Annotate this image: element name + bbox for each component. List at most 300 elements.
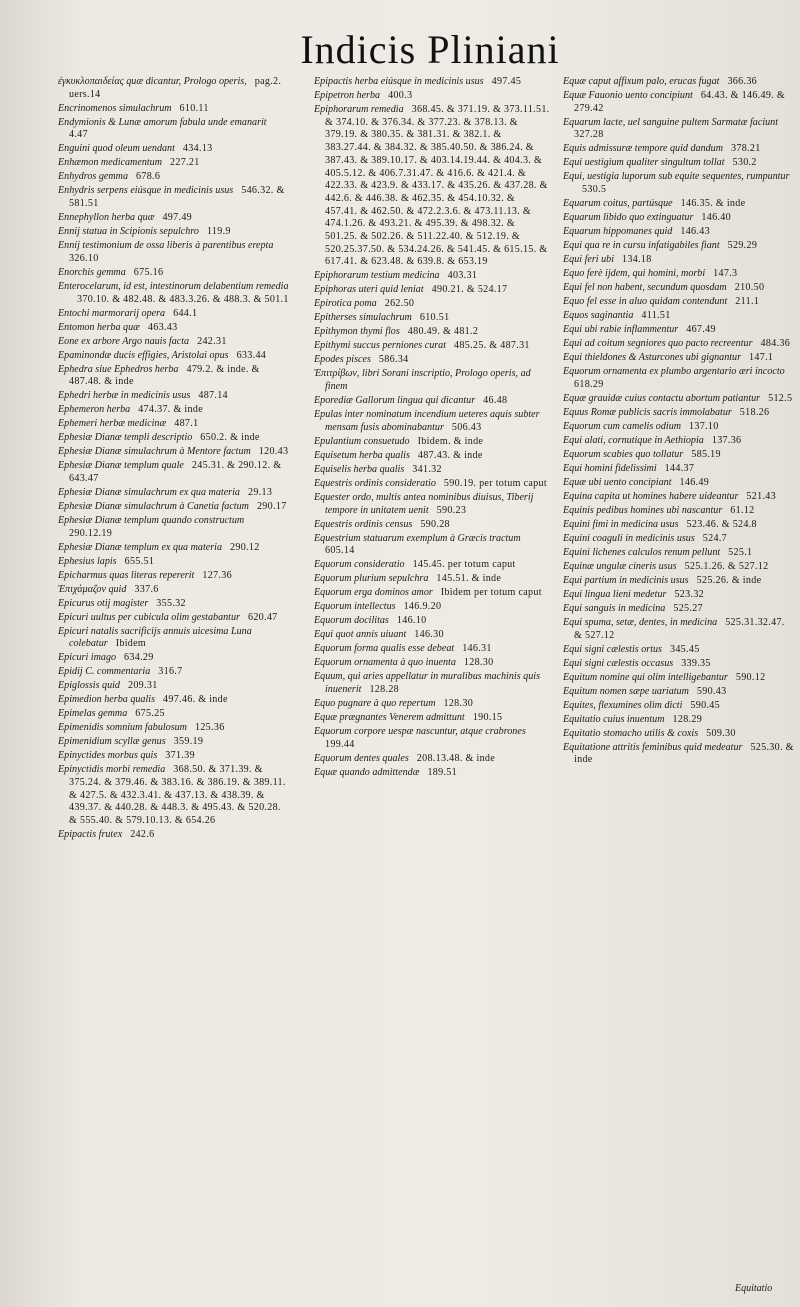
entry-reference: 506.43 [451,421,482,433]
entry-text: Equestris ordinis census [314,518,413,530]
index-entry [314,629,550,642]
index-entry [58,267,291,280]
index-entry [58,185,291,210]
index-entry [58,103,291,116]
index-entry [314,767,550,780]
entry-reference: 485.25. & 487.31 [454,340,530,352]
entry-reference: 145.51. & inde [436,573,502,585]
entry-text: Ephesiæ Dianæ simulachrum ex qua materia [58,486,240,498]
entry-text: Epipetron herba [314,90,381,101]
index-entry [314,340,550,353]
entry-text: Equo fel esse in aluo quidam contendunt [563,296,728,308]
entry-text: Ephesiæ Dianæ simulachrum à Canetia factum [58,500,249,512]
entry-text: Epinyctides morbus quis [58,750,158,762]
entry-reference: 144.37 [664,462,695,474]
entry-reference: 370.10. & 482.48. & 483.3.26. & 488.3. & 501.1 [77,293,289,305]
index-entry [563,519,795,532]
index-entry [314,753,550,766]
index-entry [58,446,291,459]
index-entry [58,404,291,417]
entry-text: Equorum corpore uespæ nascuntur, atque crabrones [314,725,526,737]
entry-text: Encrinomenos simulachrum [58,102,172,114]
index-entry [563,617,795,642]
entry-text: Epicharmus quas literas repererit [58,569,195,581]
entry-text: Equæ grauidæ cuius contactu abortum patiantur [563,392,761,404]
index-entry [314,436,550,449]
entry-text: Equi sanguis in medicina [563,602,666,614]
index-entry [58,501,291,514]
entry-text: Equorum dentes quales [314,752,409,764]
entry-text: Epimelas gemma [58,708,128,720]
entry-reference: 610.51 [419,312,450,324]
entry-text: Ennephyllon herba quæ [58,212,155,224]
entry-reference: 618.29 [574,378,604,390]
index-entry [563,310,795,323]
entry-text: Equarum hippomanes quid [563,226,673,238]
entry-text: Equitatione attritis feminibus quid medeatur [563,741,743,753]
index-entry [314,492,550,517]
index-column-3 [563,76,795,768]
index-entry [58,764,291,828]
index-entry [314,615,550,628]
entry-reference: 146.10 [396,615,427,627]
index-entry [563,143,795,156]
index-entry [563,463,795,476]
entry-reference: 368.45. & 371.19. & 373.11.51. & 374.10. & 376.34. & 377.23. & 378.13. & 379.19. & 380.35. & 381.31. & 382.1. & 383.27.44. & 384.32. & 385.40.50. & 386.24. & 387.43. & 389.10.17. & 403.14.19.44. & 404.3. & 405.5.12. & 406.7.31.47. & 416.6. & 421.4. & 422.33. & 423.9. & 433.17. & 435.26. & 437.28. & 442.6. & 446.38. & 462.35. & 454.10.32. & 457.41. & 462.50. & 472.2.3.6. & 473.11.13. & 474.1.26. & 493.21. & 495.39. & 498.32. & 501.25. & 502.26. & 511.22.40. & 512.19. & 520.25.37.50. & 534.24.26. & 541.45. & 615.15. & 617.41. & 623.48. & 639.8. & 653.19 [325,104,550,268]
entry-text: Equestrium statuarum exemplum à Græcis tractum [314,532,521,544]
entry-reference: 530.5 [582,184,607,196]
entry-reference: 590.12 [735,671,766,683]
entry-reference: 137.10 [689,420,719,432]
index-entry [314,76,550,89]
index-entry [314,395,550,408]
entry-text: Equi partium in medicinis usus [563,574,689,586]
index-entry [58,556,291,569]
entry-text: Epithymi succus perniones curat [314,340,447,352]
entry-reference: Ibidem per totum caput [440,587,542,599]
entry-text: Equarum libido quo extinguatur [563,212,694,224]
entry-reference: 463.43 [147,321,178,333]
index-entry [563,533,795,546]
index-entry [563,658,795,671]
entry-reference: 523.32 [674,588,705,600]
index-entry [563,686,795,699]
entry-reference: 316.7 [158,666,183,678]
entry-text: Equorum erga dominos amor [314,587,433,599]
entry-reference: 525.26. & inde [696,574,762,586]
entry-text: Equæ Fauonio uento concipiunt [563,90,693,101]
entry-text: Equorum ornamenta à quo inuenta [314,657,456,669]
entry-reference: 371.39 [165,750,195,762]
entry-text: Epodes pisces [314,354,371,366]
entry-text: Equus Romæ publicis sacris immolabatur [563,406,732,418]
entry-text: Equorum cum camelis odium [563,420,682,432]
entry-text: Epiphorarum testium medicina [314,270,440,282]
index-entry [314,326,550,339]
entry-reference: 525.1 [728,546,753,558]
entry-reference: 546.32. & 581.51 [69,185,285,210]
entry-reference: 585.19 [691,448,721,460]
index-entry [314,671,550,696]
entry-text: Equitum nomen sæpe uariatum [563,685,689,697]
entry-text: Equisetum herba qualis [314,449,410,461]
entry-text: Equarum lacte, uel sanguine pultem Sarmatæ faciunt [563,116,779,128]
index-entry [563,338,795,351]
entry-text: Epulas inter nominatum incendium ueteres aquis subter mensam fusis abominabantur [314,409,540,433]
entry-text: Ephemeri herbæ medicinæ [58,418,167,430]
entry-reference: 590.45 [690,699,720,711]
entry-reference: 245.31. & 290.12. & 643.47 [69,460,282,484]
index-entry [563,198,795,211]
index-entry [563,296,795,309]
index-entry [58,680,291,693]
index-entry [563,226,795,239]
entry-reference: 590.19. per totum caput [443,477,547,489]
entry-reference: 586.34 [378,354,409,366]
entry-text: Entochi marmorarij opera [58,307,166,319]
entry-reference: 146.43 [680,226,710,238]
entry-reference: 490.21. & 524.17 [431,284,508,296]
index-entry [563,407,795,420]
index-entry [58,322,291,335]
entry-reference: 366.36 [727,76,758,87]
entry-text: Equo ferè ijdem, qui homini, morbi [563,268,706,280]
entry-reference: 134.18 [622,254,652,266]
entry-reference: 368.50. & 371.39. & 375.24. & 379.46. & 383.16. & 386.19. & 389.11. & 427.5. & 432.3.41. & 437.13. & 438.39. & 439.37. & 440.28. & 448.3. & 495.43. & 520.28. & 555.40. & 579.10.13. & 654.26 [69,764,286,827]
entry-text: Equorum intellectus [314,601,396,613]
index-entry [314,284,550,297]
entry-text: Ἐπιτρίβων, libri Sorani inscriptio, Prologo operis, ad finem [314,368,531,393]
entry-text: Equi ad coitum segniores quo pacto recreentur [563,338,753,350]
index-entry [58,736,291,749]
index-entry [563,547,795,560]
entry-text: Enorchis gemma [58,266,126,278]
entry-reference: 290.12 [230,541,260,553]
entry-reference: 341.32 [412,463,442,475]
entry-text: Ennij statua in Scipionis sepulchro [58,226,199,238]
entry-text: Epiphorarum remedia [314,104,404,115]
index-entry [563,254,795,267]
entry-text: Epidij C. commentaria [58,666,151,678]
entry-reference: 512.5 [768,392,793,404]
index-entry [58,171,291,184]
entry-reference: 634.29 [124,652,154,664]
entry-reference: 524.7 [702,532,727,544]
entry-text: Equorum forma qualis esse debeat [314,643,455,655]
index-entry [314,657,550,670]
index-column-2 [314,76,550,781]
entry-reference: 487.1 [174,418,199,430]
entry-text: Equites, flexumines olim dicti [563,699,683,711]
index-entry [58,336,291,349]
entry-text: Ἐπιχάμαζον quid [58,583,127,595]
entry-reference: 146.30 [414,629,444,641]
index-entry [58,143,291,156]
entry-reference: 467.49 [686,324,716,336]
entry-text: Equorum consideratio [314,559,405,571]
index-entry [563,352,795,365]
index-entry [314,450,550,463]
index-entry [314,712,550,725]
entry-reference: 525.1.26. & 527.12 [684,560,769,572]
entry-text: Equi qua re in cursu infatigabiles fiant [563,240,720,252]
index-entry [314,298,550,311]
entry-reference: 29.13 [247,486,273,498]
index-entry [563,644,795,657]
entry-reference: 337.6 [134,583,159,595]
entry-text: Ennij testimonium de ossa liberis à parentibus erepta [58,240,274,252]
entry-text: Enguini quod oleum uendant [58,143,175,155]
index-entry [563,212,795,225]
entry-text: Ephedri herbæ in medicinis usus [58,390,191,402]
entry-reference: 242.31 [197,335,227,347]
entry-reference: 128.29 [672,713,703,725]
catchword: Equitatio [735,1283,773,1294]
index-entry [563,366,795,391]
index-entry [58,281,291,306]
index-entry [314,533,550,558]
entry-text: Epimedion herba qualis [58,694,156,706]
entry-reference: 530.2 [732,157,757,169]
entry-text: Equos saginantia [563,310,634,322]
index-entry [58,694,291,707]
entry-text: Eone ex arbore Argo nauis facta [58,335,190,347]
entry-text: Equis admissuræ tempore quid dandum [563,143,724,155]
entry-text: Equiselis herba qualis [314,463,405,475]
index-entry [314,270,550,283]
index-entry [563,449,795,462]
entry-reference: 644.1 [173,307,198,319]
entry-reference: 290.17 [256,500,287,512]
entry-reference: 46.48 [483,395,508,407]
entry-reference: 525.30. & inde [574,741,794,766]
index-entry [58,666,291,679]
entry-text: Epicurus otij magister [58,597,149,609]
index-entry [563,477,795,490]
entry-reference: 146.9.20 [403,601,442,613]
index-entry [314,90,550,103]
index-entry [314,519,550,532]
entry-reference: 484.36 [760,338,791,350]
entry-text: Ephemeron herba [58,404,131,416]
entry-text: Entomon herba quæ [58,321,140,333]
entry-reference: 326.10 [69,252,99,264]
entry-text: Ephesiæ Dianæ templum quale [58,460,184,472]
entry-reference: 655.51 [124,555,155,567]
entry-reference: 487.14 [198,390,228,402]
index-entry [58,117,291,142]
entry-reference: 400.3 [388,90,413,101]
entry-text: Equæ ubi uento concipiant [563,476,672,488]
entry-text: Eporediæ Gallorum lingua qui dicantur [314,395,476,407]
index-entry [58,157,291,170]
index-entry [58,418,291,431]
entry-reference: 610.11 [179,102,209,114]
entry-text: Equinis pedibus homines ubi nascantur [563,504,723,516]
entry-reference: 189.51 [427,766,457,778]
index-entry [314,354,550,367]
entry-reference: 345.45 [669,643,700,655]
entry-text: Equina capita ut homines habere uideantur [563,490,739,502]
entry-text: Equitatio cuius inuentum [563,713,665,725]
entry-reference: 211.1 [735,296,760,308]
index-entry [58,598,291,611]
entry-reference: 61.12 [730,504,755,516]
entry-reference: 497.46. & inde [163,694,228,706]
index-entry [58,570,291,583]
index-entry [563,393,795,406]
entry-reference: 199.44 [325,738,355,750]
entry-text: Ephesiæ Dianæ templi descriptio [58,432,193,444]
entry-text: Epirotica poma [314,298,377,310]
index-entry [58,240,291,265]
index-entry [58,829,291,842]
entry-reference: 523.46. & 524.8 [686,518,757,530]
entry-reference: 209.31 [127,680,158,692]
entry-text: Equi feri ubi [563,254,615,266]
index-entry [314,464,550,477]
entry-reference: 678.6 [136,171,161,183]
entry-text: Equitum nomine qui olim intelligebantur [563,671,728,683]
entry-text: Equorum docilitas [314,615,389,627]
entry-text: Equi signi cælestis ortus [563,643,662,655]
entry-text: Equorum scabies quo tollatur [563,448,684,460]
entry-text: Endymionis & Lunæ amorum fabula unde emanarit [58,116,267,128]
entry-text: Epicuri natalis sacrificijs annuis uicesima Luna colebatur [58,625,252,650]
entry-text: Equi thieldones & Asturcones ubi gignantur [563,352,742,364]
index-entry [314,601,550,614]
entry-reference: 590.23 [436,504,467,516]
entry-text: Enhydris serpens eiúsque in medicinis usus [58,185,234,197]
entry-text: Equi lingua lieni medetur [563,588,667,600]
index-entry [563,728,795,741]
index-entry [563,282,795,295]
index-entry [563,491,795,504]
entry-text: Epimenidium scyllæ genus [58,736,166,748]
entry-text: Equi homini fidelissimi [563,462,657,474]
entry-text: Equini fimi in medicina usus [563,518,679,530]
index-entry [563,268,795,281]
index-entry [314,643,550,656]
entry-reference: 146.35. & inde [680,198,746,210]
entry-reference: 650.2. & inde [200,432,260,444]
entry-text: Equi quot annis uiuant [314,629,407,641]
entry-reference: 590.28 [420,518,450,530]
index-entry [563,575,795,588]
index-entry [58,460,291,485]
entry-reference: 605.14 [325,545,355,557]
entry-reference: 210.50 [734,282,765,294]
index-entry [58,515,291,540]
entry-reference: 525.31.32.47. & 527.12 [574,616,785,641]
index-entry [58,722,291,735]
entry-reference: 127.36 [202,569,232,581]
entry-text: Epiphoras uteri quid leniat [314,284,424,296]
index-column-1 [58,76,291,843]
entry-reference: 518.26 [739,406,770,418]
index-entry [58,76,291,101]
entry-reference: pag.2. uers.14 [69,76,282,100]
entry-reference: 119.9 [206,226,231,238]
entry-text: Ephesiæ Dianæ templum ex qua materia [58,541,223,553]
entry-text: Equi, uestigia luporum sub equite sequentes, rumpuntur [563,171,790,183]
entry-reference: 327.28 [574,129,604,141]
page-title: Indicis Pliniani [300,27,560,72]
entry-reference: 474.37. & inde [138,404,203,416]
entry-reference: 529.29 [727,240,758,252]
entry-text: Equi spuma, setæ, dentes, in medicina [563,616,718,628]
entry-reference: 675.25 [135,708,165,720]
entry-reference: 190.15 [472,711,503,723]
entry-reference: 147.1 [749,352,774,364]
index-entry [314,478,550,491]
entry-reference: 480.49. & 481.2 [407,326,479,338]
entry-text: Epimenidis somnium fabulosum [58,722,187,734]
entry-reference: 403.31 [447,270,478,282]
entry-text: Equitatio stomacho utilis & coxis [563,727,699,739]
entry-text: Equorum ornamenta ex plumbo argentario æri incocto [563,366,785,378]
entry-reference: 411.51 [641,310,671,322]
index-entry [58,212,291,225]
entry-text: Equi ubi rabie inflammentur [563,324,679,336]
entry-reference: 509.30 [706,727,736,739]
entry-reference: Ibidem [115,638,147,650]
entry-text: Epipactis herba eiúsque in medicinis usus [314,76,484,87]
index-entry [58,542,291,555]
entry-reference: 120.43 [258,446,289,458]
entry-reference: 4.47 [69,129,88,141]
entry-text: Epicuri imago [58,652,117,664]
index-entry [58,652,291,665]
entry-text: Equo pugnare à quo repertum [314,697,436,709]
entry-text: Enterocelarum, id est, intestinorum delabentium remedia [58,280,289,292]
entry-text: Epicuri uultus per cubicula olim gestabantur [58,611,240,623]
index-entry [563,700,795,713]
entry-text: Equinæ ungulæ cineris usus [563,560,677,572]
index-entry [314,726,550,751]
entry-reference: 146.40 [701,212,731,224]
entry-text: ἐγκυκλοπαιδείας quæ dicantur, Prologo operis, [58,76,247,87]
entry-reference: 137.36 [711,434,742,446]
index-entry [563,76,795,89]
index-entry [314,312,550,325]
index-entry [58,390,291,403]
index-entry [58,584,291,597]
entry-reference: 479.2. & inde. & 487.48. & inde [69,363,260,388]
entry-reference: Ibidem. & inde [417,435,484,447]
entry-reference: 487.43. & inde [417,449,483,461]
entry-text: Equarum coitus, partúsque [563,198,673,210]
entry-text: Epitherses simulachrum [314,312,412,324]
index-entry [563,90,795,115]
entry-reference: 620.47 [247,611,278,623]
entry-reference: 128.30 [463,657,494,669]
entry-text: Ephesius lapis [58,555,117,567]
entry-reference: 339.35 [681,657,711,669]
entry-reference: 242.6 [130,829,155,841]
entry-reference: 146.31 [462,643,492,655]
index-entry [314,409,550,434]
entry-reference: 227.21 [170,157,200,169]
entry-text: Equæ quando admittendæ [314,766,420,778]
entry-text: Equi uestigium qualiter singultum tollat [563,157,725,169]
entry-text: Epaminondæ ducis effigies, Aristolai opus [58,349,229,361]
index-entry [58,626,291,651]
index-entry [563,742,795,767]
index-entry [563,157,795,170]
entry-reference: 128.30 [443,697,474,709]
entry-text: Epipactis frutex [58,829,123,841]
